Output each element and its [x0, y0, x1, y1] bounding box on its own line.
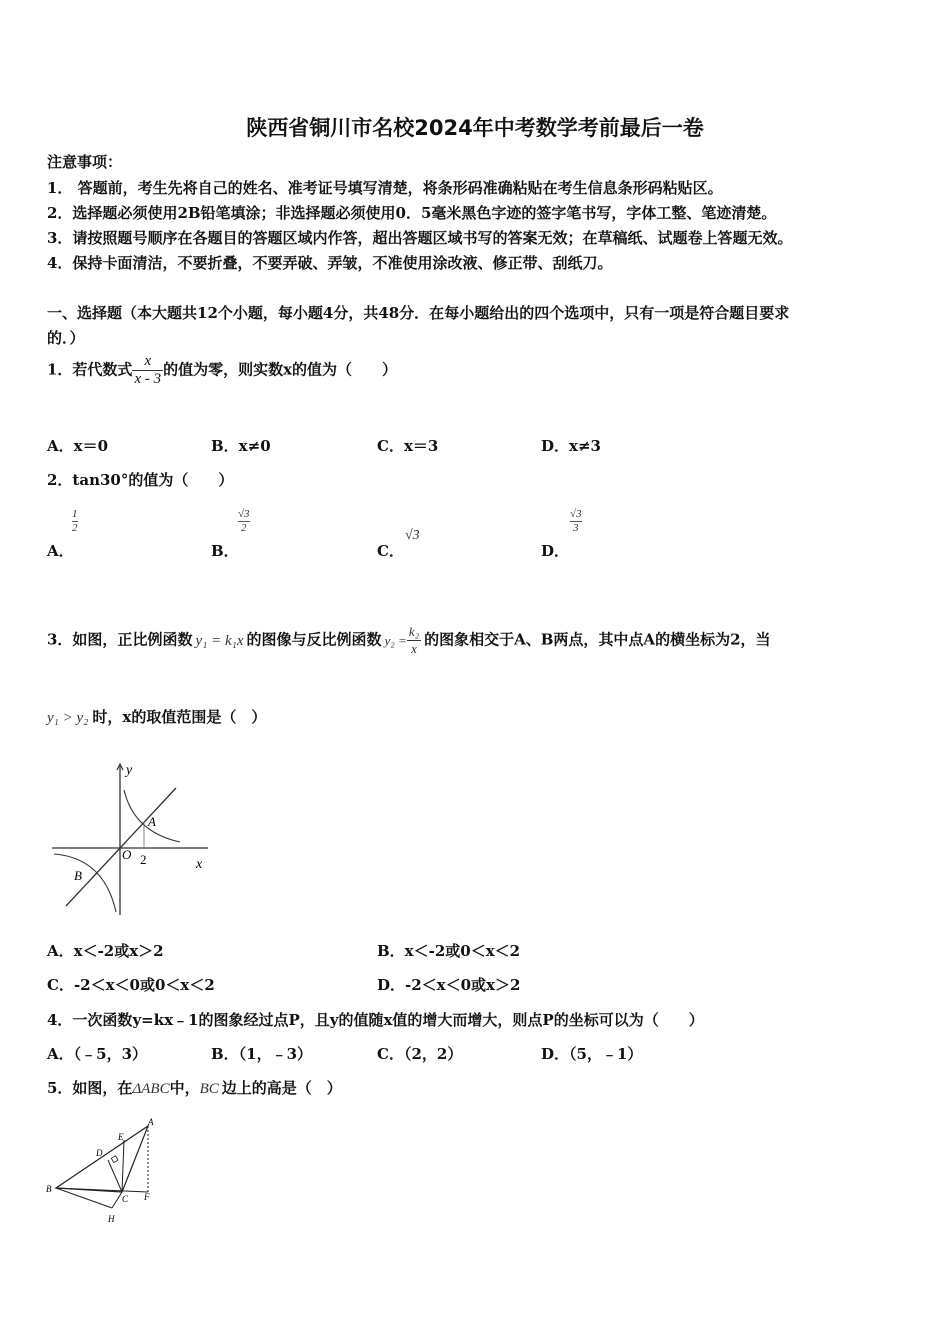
- notice-heading: 注意事项：: [47, 153, 123, 171]
- q5-line-ch: [112, 1192, 122, 1208]
- q2-option-d-label[interactable]: D．: [541, 542, 570, 560]
- q3-pre: 3．如图，正比例函数: [47, 630, 193, 649]
- q3-option-b[interactable]: B．x＜-2或0＜x＜2: [377, 942, 521, 960]
- q1-pre: 1．若代数式: [47, 360, 133, 379]
- q5-mid: 中，: [169, 1079, 200, 1097]
- q2-option-c-label[interactable]: C．: [377, 542, 404, 560]
- section-heading-line1: 一、选择题（本大题共12个小题，每小题4分，共48分．在每小题给出的四个选项中，只有一项是符合题目要求: [47, 304, 790, 322]
- q5-line-ce: [122, 1140, 124, 1192]
- q3-condition-line: [47, 706, 266, 727]
- q5-label-c: C: [122, 1194, 129, 1204]
- q3-label-y: y: [126, 763, 133, 778]
- q2-option-a-value[interactable]: [72, 508, 78, 535]
- q5-right-angle-d: [111, 1156, 118, 1163]
- q3-post: 的图象相交于A、B两点，其中点A的横坐标为2，当: [424, 630, 771, 649]
- q5-triangle-abc: [56, 1126, 148, 1192]
- q3-label-2: 2: [140, 852, 147, 867]
- q2-b-num: √3: [238, 508, 250, 520]
- q3-option-d[interactable]: D．-2＜x＜0或x＞2: [377, 976, 521, 994]
- q3-condition-post: 时，x的取值范围是（ ）: [92, 708, 267, 726]
- q2-option-b-label[interactable]: B．: [211, 542, 239, 560]
- q5-label-e: E: [118, 1132, 124, 1142]
- q4-option-c[interactable]: C．（2，2）: [377, 1045, 463, 1063]
- q3-label-o: O: [122, 847, 132, 862]
- q3-formula-2-fraction: [407, 624, 421, 657]
- notice-item-1: 1． 答题前，考生先将自己的姓名、准考证号填写清楚，将条形码准确粘贴在考生信息条形码粘贴区。: [47, 179, 723, 197]
- q4-option-a[interactable]: A．（﹣5，3）: [47, 1045, 148, 1063]
- q1-post: 的值为零，则实数x的值为（ ）: [163, 360, 398, 379]
- notice-item-3: 3．请按照题号顺序在各题目的答题区域内作答，超出答题区域书写的答案无效；在草稿纸、试题卷上答题无效。: [47, 229, 793, 247]
- q1-option-a[interactable]: A．x＝0: [47, 437, 109, 455]
- notice-item-2: 2．选择题必须使用2B铅笔填涂；非选择题必须使用0．5毫米黑色字迹的签字笔书写，字体工整、笔迹清楚。: [47, 204, 777, 222]
- q5-pre: 5．如图，在: [47, 1079, 133, 1097]
- q3-label-x: x: [196, 857, 203, 872]
- q3-mid: 的图像与反比例函数: [246, 630, 382, 649]
- q3-formula-2-lhs: y₂ =: [384, 632, 407, 648]
- q5-bc: BC: [199, 1081, 219, 1097]
- q5-label-b: B: [46, 1184, 52, 1194]
- question-5: [47, 1077, 342, 1098]
- question-1: [47, 353, 397, 388]
- q1-numerator: x: [132, 353, 163, 371]
- q3-label-a: A: [148, 814, 156, 829]
- q2-option-b-value[interactable]: [238, 508, 250, 535]
- q4-option-b[interactable]: B．（1，﹣3）: [211, 1045, 313, 1063]
- section-heading-line2: 的．）: [47, 329, 85, 347]
- q2-a-num: 1: [72, 508, 78, 520]
- q4-option-d[interactable]: D．（5，﹣1）: [541, 1045, 643, 1063]
- notice-item-4: 4．保持卡面清洁，不要折叠，不要弄破、弄皱，不准使用涂改液、修正带、刮纸刀。: [47, 254, 613, 272]
- q2-option-a-label[interactable]: A．: [47, 542, 74, 560]
- question-3: [47, 624, 771, 657]
- q5-label-f: F: [144, 1192, 150, 1202]
- q3-option-a[interactable]: A．x＜-2或x＞2: [47, 942, 164, 960]
- question-2: 2．tan30°的值为（ ）: [47, 471, 234, 489]
- q2-d-den: 3: [573, 522, 579, 534]
- q3-option-c[interactable]: C．-2＜x＜0或0＜x＜2: [47, 976, 215, 994]
- q1-fraction: [132, 353, 163, 388]
- q1-option-b[interactable]: B．x≠0: [211, 437, 271, 455]
- q5-post: 边上的高是（ ）: [221, 1079, 342, 1097]
- q5-label-h: H: [108, 1214, 115, 1224]
- q3-f2-den: x: [411, 641, 417, 656]
- q2-option-d-value[interactable]: [570, 508, 582, 535]
- q2-option-c-value[interactable]: √3: [405, 528, 420, 543]
- q5-line-dc: [108, 1160, 122, 1192]
- q5-line-bf: [56, 1188, 148, 1192]
- q1-option-c[interactable]: C．x＝3: [377, 437, 439, 455]
- q1-option-d[interactable]: D．x≠3: [541, 437, 601, 455]
- q5-figure: [44, 1116, 164, 1232]
- q3-formula-1: y₁ = k₁x: [195, 632, 244, 649]
- q3-label-b: B: [74, 868, 82, 883]
- q5-label-a: A: [148, 1117, 154, 1127]
- q1-denominator: x - 3: [134, 371, 162, 387]
- q3-condition: y₁ > y₂: [47, 710, 89, 726]
- q5-triangle: ΔABC: [132, 1081, 170, 1097]
- q2-a-den: 2: [72, 522, 78, 534]
- q2-b-den: 2: [241, 522, 247, 534]
- question-4: 4．一次函数y=kx﹣1的图象经过点P，且y的值随x值的增大而增大，则点P的坐标可以为（ ）: [47, 1011, 704, 1029]
- q3-graph: [48, 760, 218, 920]
- q3-f2-num: k₂: [408, 624, 420, 639]
- q5-label-d: D: [96, 1148, 103, 1158]
- page-title: 陕西省铜川市名校2024年中考数学考前最后一卷: [246, 116, 704, 140]
- q3-line-y1: [66, 788, 176, 906]
- q2-d-num: √3: [570, 508, 582, 520]
